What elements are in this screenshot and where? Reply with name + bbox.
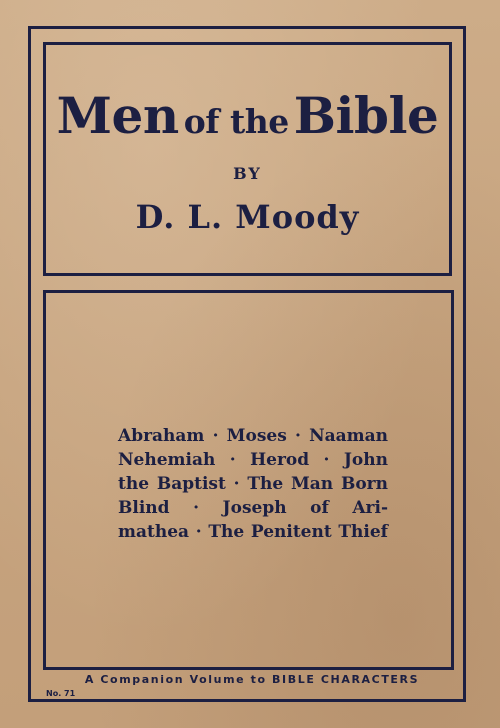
title-word-men: Men — [56, 86, 179, 145]
title-word-of-the: of the — [183, 102, 289, 141]
contents-line: Blind · Joseph of Ari- — [118, 498, 388, 518]
contents-line: Abraham · Moses · Naaman — [118, 426, 388, 446]
title-word-bible: Bible — [293, 86, 439, 145]
contents-line: the Baptist · The Man Born — [118, 474, 388, 494]
by-label: BY — [233, 164, 262, 183]
volume-number: No. 71 — [46, 689, 76, 698]
contents-line: mathea · The Penitent Thief — [118, 522, 388, 542]
companion-volume-note: A Companion Volume to BIBLE CHARACTERS — [84, 673, 420, 686]
contents-list — [118, 424, 388, 544]
book-title — [43, 86, 452, 145]
author-name: D. L. Moody — [135, 198, 360, 236]
title-panel-frame — [43, 42, 452, 276]
contents-line: Nehemiah · Herod · John — [118, 450, 388, 470]
